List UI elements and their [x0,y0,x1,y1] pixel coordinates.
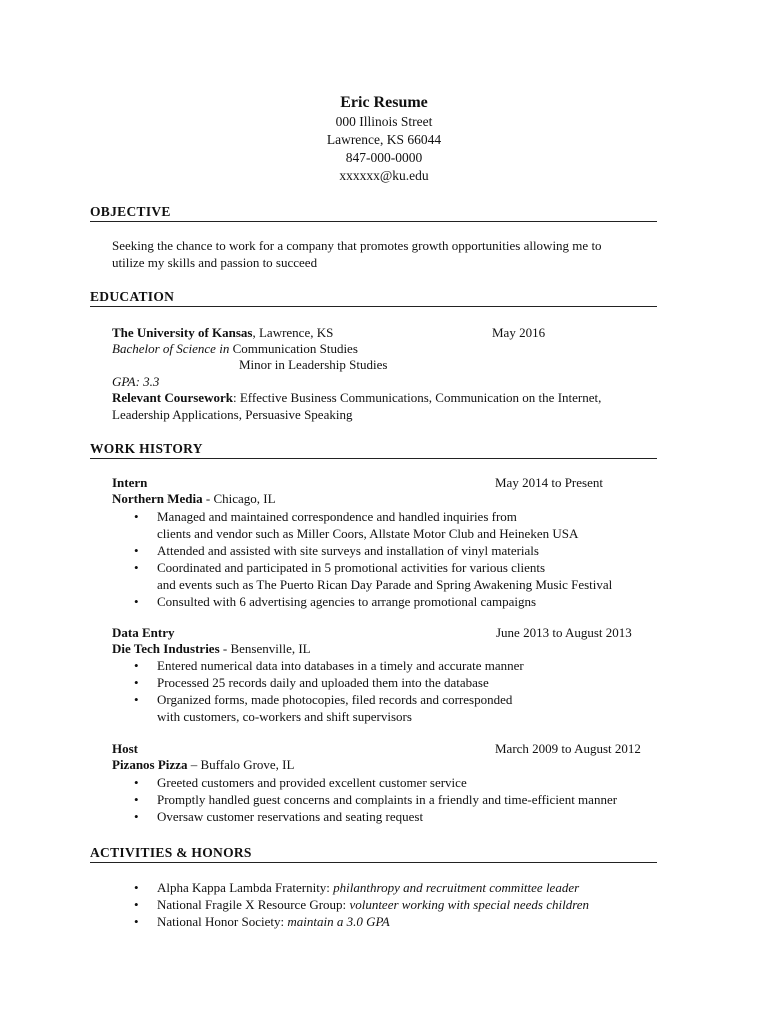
bullet-icon: • [134,560,139,575]
list-item: • Processed 25 records daily and uploaded them into the database [134,675,489,690]
bullet-icon: • [134,792,139,807]
job-2-role-row [112,624,657,641]
phone-number: 847-000-0000 [345,150,423,165]
minor: Minor in Leadership Studies [239,357,388,372]
list-item: • Oversaw customer reservations and seating request [134,809,424,824]
graduation-date: May 2016 [492,325,546,340]
list-item-continuation: with customers, co-workers and shift supervisors [157,709,412,724]
list-item-continuation: and events such as The Puerto Rican Day Parade and Spring Awakening Music Festival [157,577,613,592]
list-item [112,879,657,896]
list-item: • Entered numerical data into databases in a timely and accurate manner [134,658,524,673]
work-history-heading: WORK HISTORY [90,440,657,459]
list-item: • Coordinated and participated in 5 promotional activities for various clients [134,560,546,575]
degree-prefix: Bachelor of Science in [112,341,230,356]
bullet-icon: • [134,675,139,690]
coursework-line-1 [112,389,657,406]
job-date: March 2009 to August 2012 [495,741,641,756]
objective-text [112,237,652,271]
list-item: • Promptly handled guest concerns and complaints in a friendly and time-efficient manner [134,792,618,807]
bullet-icon: • [134,775,139,790]
job-role: Data Entry [112,625,175,640]
list-item: • Organized forms, made photocopies, filed records and corresponded [134,692,513,707]
degree-row [112,340,657,357]
company-location: - Chicago, IL [202,491,276,506]
email-address: xxxxxx@ku.edu [339,168,429,183]
bullet-icon: • [134,809,139,824]
job-3-company-row [112,756,657,773]
activity-org: National Honor Society: [157,914,288,929]
job-role: Intern [112,475,148,490]
list-item: • Greeted customers and provided excellent customer service [134,775,467,790]
minor-row [112,356,657,373]
school-name: The University of Kansas [112,325,253,340]
activity-detail: philanthropy and recruitment committee leader [333,880,580,895]
objective-line-2: utilize my skills and passion to succeed [112,255,318,270]
list-item: • Consulted with 6 advertising agencies to arrange promotional campaigns [134,594,537,609]
list-item: • Attended and assisted with site surveys and installation of vinyl materials [134,543,539,558]
coursework-label: Relevant Coursework [112,390,233,405]
list-item [112,913,657,930]
bullet-icon: • [134,658,139,673]
company-name: Northern Media [112,491,203,506]
education-school-row [112,324,657,341]
job-3-role-row [112,740,657,757]
job-date: June 2013 to August 2013 [496,625,632,640]
job-1-role-row [112,474,657,491]
activities-list [112,879,657,930]
coursework-list-1: : Effective Business Communications, Communication on the Internet, [232,390,602,405]
school-location: , Lawrence, KS [252,325,334,340]
job-1-duties [112,508,657,610]
bullet-icon: • [134,543,139,558]
job-role: Host [112,741,138,756]
city-state-zip: Lawrence, KS 66044 [326,132,442,147]
bullet-icon: • [134,509,139,524]
activities-heading: ACTIVITIES & HONORS [90,844,657,863]
bullet-icon: • [134,897,139,912]
activity-detail: volunteer working with special needs children [349,897,590,912]
resume-header [0,93,768,185]
list-item-continuation: clients and vendor such as Miller Coors, Allstate Motor Club and Heineken USA [157,526,579,541]
degree-major: Communication Studies [229,341,358,356]
job-2-duties [112,657,657,725]
company-location: – Buffalo Grove, IL [187,757,295,772]
list-item: • Managed and maintained correspondence and handled inquiries from [134,509,517,524]
activity-org: Alpha Kappa Lambda Fraternity: [157,880,334,895]
street-address: 000 Illinois Street [335,114,433,129]
job-date: May 2014 to Present [495,475,603,490]
list-item [112,896,657,913]
job-1-company-row [112,490,657,507]
activity-detail: maintain a 3.0 GPA [287,914,390,929]
bullet-icon: • [134,692,139,707]
coursework-line-2: Leadership Applications, Persuasive Speaking [112,407,353,422]
coursework [112,389,657,423]
education-heading: EDUCATION [90,288,657,307]
job-2-company-row [112,640,657,657]
gpa: GPA: 3.3 [112,374,160,389]
bullet-icon: • [134,880,139,895]
objective-heading: OBJECTIVE [90,203,657,222]
applicant-name: Eric Resume [340,94,428,111]
objective-line-1: Seeking the chance to work for a company that promotes growth opportunities allowing me to [112,238,602,253]
bullet-icon: • [134,594,139,609]
job-3-duties [112,774,657,825]
bullet-icon: • [134,914,139,929]
company-name: Pizanos Pizza [112,757,188,772]
company-name: Die Tech Industries [112,641,220,656]
company-location: - Bensenville, IL [219,641,311,656]
activity-org: National Fragile X Resource Group: [157,897,350,912]
